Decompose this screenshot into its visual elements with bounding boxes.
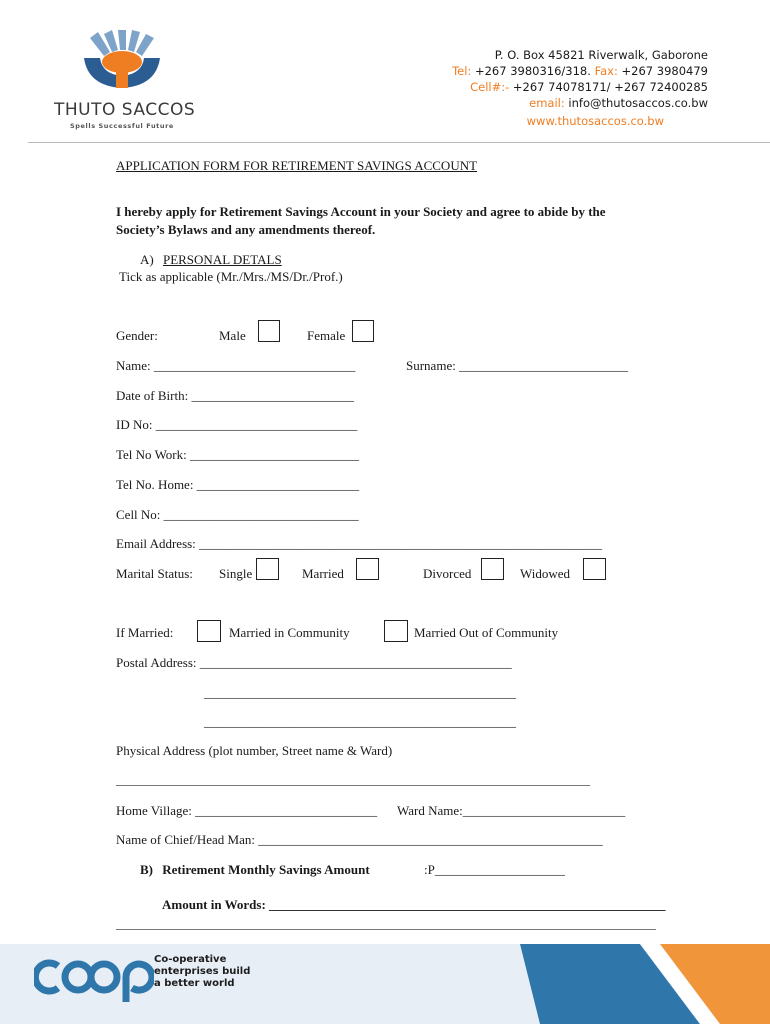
title-tick-instruction: Tick as applicable (Mr./Mrs./MS/Dr./Prof.) <box>119 269 343 284</box>
thuto-logo-mark-icon <box>52 28 202 98</box>
form-title: APPLICATION FORM FOR RETIREMENT SAVINGS ACCOUNT <box>116 158 478 173</box>
section-a-title: PERSONAL DETALS <box>162 252 282 267</box>
male-label: Male <box>219 328 246 343</box>
if-married-label: If Married: <box>116 625 174 640</box>
name-field[interactable]: Name: _______________________________ <box>116 358 356 373</box>
coop-logo-icon <box>34 952 154 1002</box>
married-out-community-checkbox[interactable] <box>384 620 408 642</box>
section-b-number: B) <box>140 862 153 877</box>
cell-number-field[interactable]: Cell No: ______________________________ <box>116 507 359 522</box>
fax-value: +267 3980479 <box>621 64 708 78</box>
single-checkbox[interactable] <box>256 558 279 580</box>
intro-line-1: I hereby apply for Retirement Savings Account in your Society and agree to abide by the <box>116 204 606 219</box>
female-label: Female <box>307 328 346 343</box>
id-number-field[interactable]: ID No: _______________________________ <box>116 417 358 432</box>
section-a-heading <box>140 252 282 268</box>
postal-address-field[interactable]: Postal Address: ________________________________________________ <box>116 655 512 670</box>
tel-value: +267 3980316/318. <box>474 64 591 78</box>
widowed-label: Widowed <box>520 566 571 581</box>
ward-name-field[interactable]: Ward Name:_________________________ <box>397 803 626 818</box>
amount-in-words-label: Amount in Words: _____________________________________________________________ <box>162 897 666 912</box>
widowed-checkbox[interactable] <box>583 558 606 580</box>
cell-value: +267 74078171/ +267 72400285 <box>512 80 708 94</box>
home-village-field[interactable]: Home Village: ____________________________ <box>116 803 378 818</box>
coop-slogan <box>154 954 250 990</box>
contact-address: P. O. Box 45821 Riverwalk, Gaborone <box>494 48 708 62</box>
postal-address-line-3[interactable]: ________________________________________________ <box>204 714 516 729</box>
thuto-logo <box>52 28 202 138</box>
contact-phone <box>452 64 708 78</box>
thuto-logo-name: THUTO SACCOS <box>54 100 196 120</box>
marital-status-label: Marital Status: <box>116 566 193 581</box>
chief-name-field[interactable]: Name of Chief/Head Man: _____________________________________________________ <box>116 832 603 847</box>
tel-home-field[interactable]: Tel No. Home: _________________________ <box>116 477 360 492</box>
thuto-logo-tagline: Spells Successful Future <box>70 122 174 130</box>
married-in-community-label: Married in Community <box>229 625 350 640</box>
tel-label: Tel: <box>452 64 472 78</box>
physical-address-label: Physical Address (plot number, Street name & Ward) <box>116 743 393 758</box>
amount-in-words-line-2[interactable]: __________________________________________________________________________________________ <box>116 917 656 931</box>
gender-label: Gender: <box>116 328 158 343</box>
postal-address-line-2[interactable]: ________________________________________________ <box>204 685 516 700</box>
amount-in-words-field[interactable] <box>162 897 666 913</box>
website-link[interactable]: www.thutosaccos.co.bw <box>526 114 664 128</box>
section-b-heading <box>140 862 370 878</box>
email-label: email: <box>529 96 565 110</box>
female-checkbox[interactable] <box>352 320 374 342</box>
intro-line-2: Society’s Bylaws and any amendments thereof. <box>116 222 376 237</box>
surname-field[interactable]: Surname: __________________________ <box>406 358 629 373</box>
tel-work-field[interactable]: Tel No Work: __________________________ <box>116 447 359 462</box>
coop-slogan-line-2: enterprises build <box>154 966 251 977</box>
married-label: Married <box>302 566 344 581</box>
fax-label: Fax: <box>594 64 618 78</box>
coop-slogan-line-3: a better world <box>154 978 235 989</box>
date-of-birth-field[interactable]: Date of Birth: _________________________ <box>116 388 354 403</box>
contact-email <box>529 96 708 110</box>
savings-amount-field[interactable]: :P____________________ <box>424 862 565 877</box>
single-label: Single <box>219 566 253 581</box>
divorced-label: Divorced <box>423 566 472 581</box>
married-in-community-checkbox[interactable] <box>197 620 221 642</box>
section-a-number: A) <box>140 252 154 267</box>
married-out-community-label: Married Out of Community <box>414 625 559 640</box>
section-b-title: Retirement Monthly Savings Amount <box>162 862 370 877</box>
cell-label: Cell#:- <box>470 80 510 94</box>
email-value[interactable]: info@thutosaccos.co.bw <box>568 96 708 110</box>
footer-banner <box>0 944 770 1024</box>
header-divider <box>28 142 770 143</box>
divorced-checkbox[interactable] <box>481 558 504 580</box>
coop-slogan-line-1: Co-operative <box>154 954 227 965</box>
male-checkbox[interactable] <box>258 320 280 342</box>
contact-cell <box>470 80 708 94</box>
physical-address-line[interactable]: _______________________________________________________________________________ <box>116 773 590 787</box>
email-address-field[interactable]: Email Address: ______________________________________________________________ <box>116 536 603 551</box>
married-checkbox[interactable] <box>356 558 379 580</box>
